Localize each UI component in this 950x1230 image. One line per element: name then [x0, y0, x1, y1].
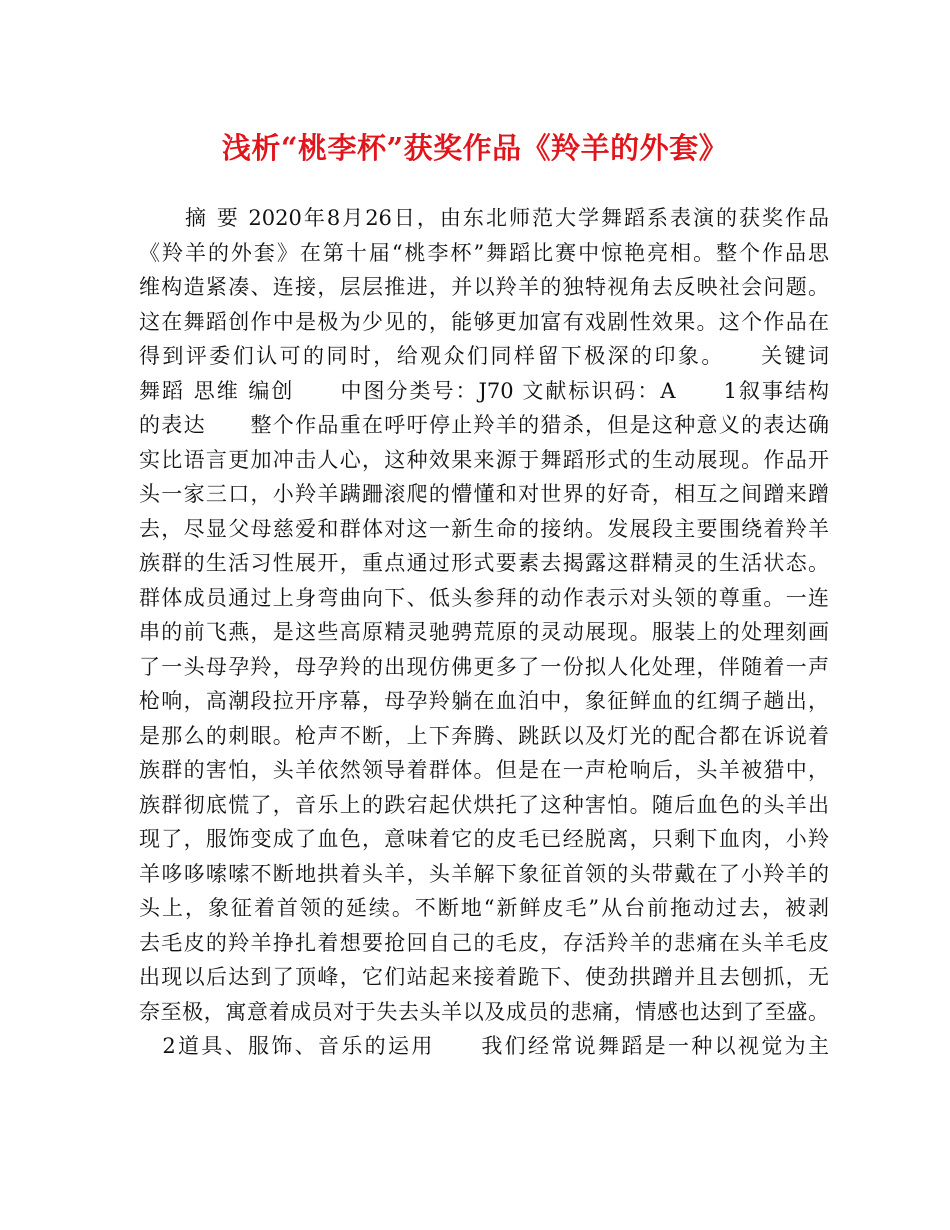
- text-line: 《羚羊的外套》在第十届“桃李杯”舞蹈比赛中惊艳亮相。整个作品思: [139, 240, 829, 265]
- text-line: 实比语言更加冲击人心，这种效果来源于舞蹈形式的生动展现。作品开: [139, 447, 829, 472]
- text-line: 维构造紧凑、连接，层层推进，并以羚羊的独特视角去反映社会问题。: [139, 275, 829, 299]
- text-line: 是那么的刺眼。枪声不断，上下奔腾、跳跃以及灯光的配合都在诉说着: [139, 723, 829, 748]
- text-line: 串的前飞燕，是这些高原精灵驰骋荒原的灵动展现。服装上的处理刻画: [139, 620, 829, 644]
- text-line: 头一家三口，小羚羊蹒跚滚爬的懵懂和对世界的好奇，相互之间蹭来蹭: [139, 482, 829, 506]
- text-line: 奈至极，寓意着成员对于失去头羊以及成员的悲痛，情感也达到了至盛。: [139, 999, 829, 1024]
- text-line: 群体成员通过上身弯曲向下、低头参拜的动作表示对头领的尊重。一连: [139, 585, 829, 610]
- text-line: 了一头母孕羚，母孕羚的出现仿佛更多了一份拟人化处理，伴随着一声: [139, 654, 829, 679]
- text-line: 舞蹈 思维 编创 中图分类号：J70 文献标识码：A 1叙事结构: [139, 378, 829, 403]
- text-line: 2道具、服饰、音乐的运用 我们经常说舞蹈是一种以视觉为主: [139, 1034, 829, 1058]
- text-line: 现了，服饰变成了血色，意味着它的皮毛已经脱离，只剩下血肉，小羚: [139, 827, 829, 851]
- text-line: 的表达 整个作品重在呼吁停止羚羊的猎杀，但是这种意义的表达确: [139, 413, 829, 437]
- text-line: 头上，象征着首领的延续。不断地“新鲜皮毛”从台前拖动过去，被剥: [139, 896, 829, 920]
- text-line: 摘 要 2020年8月26日，由东北师范大学舞蹈系表演的获奖作品: [139, 206, 829, 230]
- text-line: 去，尽显父母慈爱和群体对这一新生命的接纳。发展段主要围绕着羚羊: [139, 516, 829, 541]
- text-line: 族群的生活习性展开，重点通过形式要素去揭露这群精灵的生活状态。: [139, 551, 829, 575]
- text-line: 这在舞蹈创作中是极为少见的，能够更加富有戏剧性效果。这个作品在: [139, 309, 829, 334]
- text-line: 族群彻底慌了，音乐上的跌宕起伏烘托了这种害怕。随后血色的头羊出: [139, 792, 829, 817]
- article-body: [139, 201, 829, 1064]
- text-line: 羊哆哆嗦嗦不断地拱着头羊，头羊解下象征首领的头带戴在了小羚羊的: [139, 861, 829, 886]
- text-line: 族群的害怕，头羊依然领导着群体。但是在一声枪响后，头羊被猎中，: [139, 758, 829, 782]
- document-title: 浅析“桃李杯”获奖作品《羚羊的外套》: [221, 131, 729, 165]
- text-line: 得到评委们认可的同时，给观众们同样留下极深的印象。 关键词: [139, 344, 829, 368]
- text-line: 枪响，高潮段拉开序幕，母孕羚躺在血泊中，象征鲜血的红绸子趟出，: [139, 689, 829, 713]
- text-line: 去毛皮的羚羊挣扎着想要抢回自己的毛皮，存活羚羊的悲痛在头羊毛皮: [139, 930, 829, 955]
- text-line: 出现以后达到了顶峰，它们站起来接着跪下、使劲拱蹭并且去刨抓，无: [139, 965, 829, 989]
